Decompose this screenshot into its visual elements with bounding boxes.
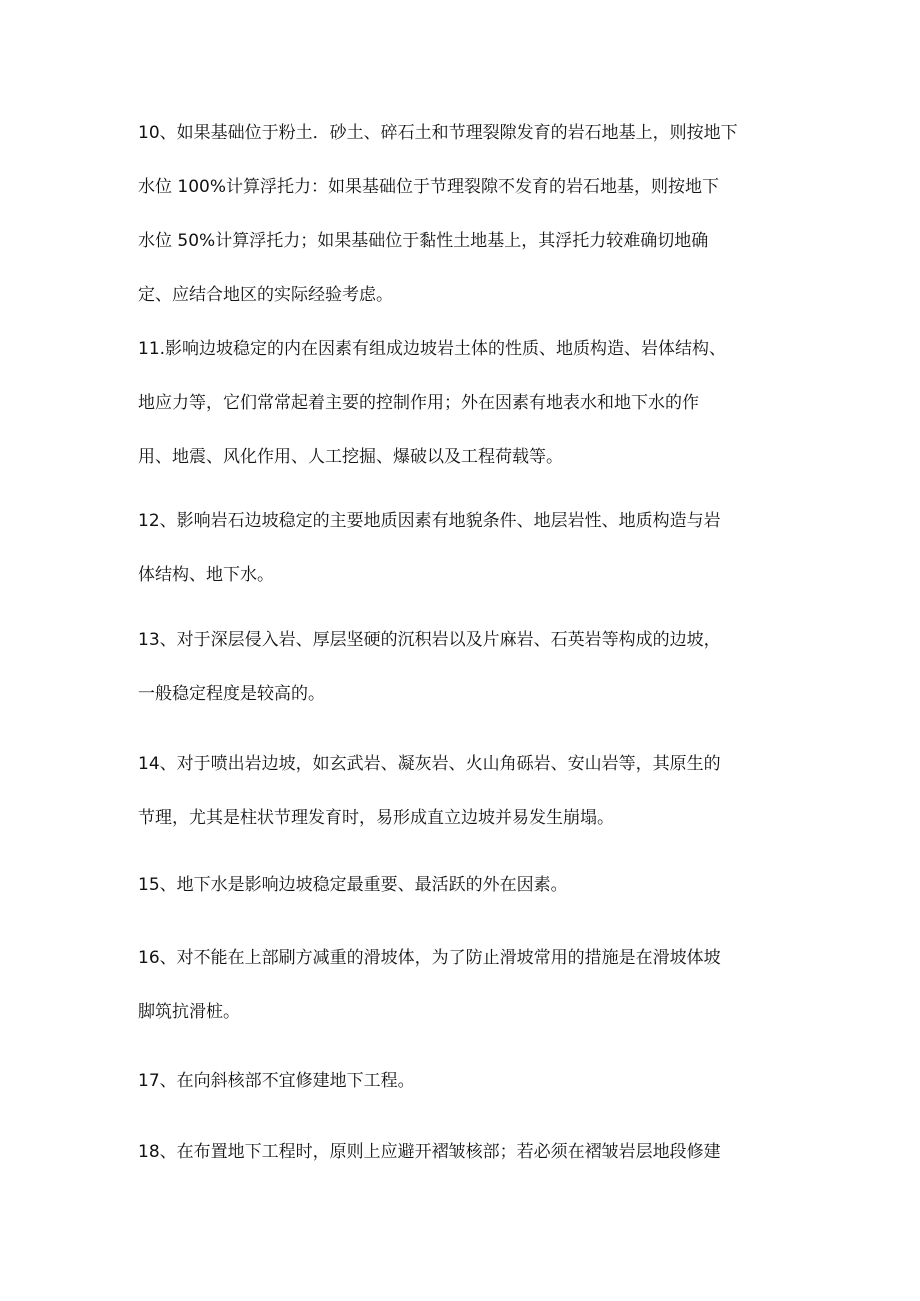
text-line: 一般稳定程度是较高的。 [138, 684, 325, 704]
paragraph-18 [138, 1125, 788, 1179]
text-line: 节理，尤其是柱状节理发育时，易形成直立边坡并易发生崩塌。 [138, 808, 614, 828]
text-line: 水位 100%计算浮托力：如果基础位于节理裂隙不发育的岩石地基，则按地下 [138, 177, 720, 197]
text-line: 15、地下水是影响边坡稳定最重要、最活跃的外在因素。 [138, 875, 568, 895]
text-line: 体结构、地下水。 [138, 565, 274, 585]
text-line: 用、地震、风化作用、人工挖掘、爆破以及工程荷载等。 [138, 447, 563, 467]
paragraph-14 [138, 737, 788, 845]
paragraph-11 [138, 322, 788, 484]
paragraph-13 [138, 613, 788, 721]
text-line: 12、影响岩石边坡稳定的主要地质因素有地貌条件、地层岩性、地质构造与岩 [138, 511, 721, 531]
text-line: 脚筑抗滑桩。 [138, 1002, 240, 1022]
text-line: 17、在向斜核部不宜修建地下工程。 [138, 1071, 415, 1091]
text-line: 16、对不能在上部刷方减重的滑坡体，为了防止滑坡常用的措施是在滑坡体坡 [138, 948, 721, 968]
text-line: 18、在布置地下工程时，原则上应避开褶皱核部；若必须在褶皱岩层地段修建 [138, 1142, 721, 1162]
paragraph-16 [138, 931, 788, 1039]
text-line: 13、对于深层侵入岩、厚层坚硬的沉积岩以及片麻岩、石英岩等构成的边坡， [138, 630, 721, 650]
paragraph-12 [138, 494, 788, 602]
text-line: 定、应结合地区的实际经验考虑。 [138, 285, 393, 305]
text-line: 11.影响边坡稳定的内在因素有组成边坡岩土体的性质、地质构造、岩体结构、 [138, 339, 727, 359]
text-line: 地应力等，它们常常起着主要的控制作用；外在因素有地表水和地下水的作 [138, 393, 699, 413]
text-line: 14、对于喷出岩边坡，如玄武岩、凝灰岩、火山角砾岩、安山岩等，其原生的 [138, 754, 721, 774]
paragraph-10 [138, 106, 788, 322]
text-line: 水位 50%计算浮托力；如果基础位于黏性土地基上，其浮托力较难确切地确 [138, 231, 709, 251]
text-line: 10、如果基础位于粉土．砂土、碎石土和节理裂隙发育的岩石地基上，则按地下 [138, 123, 738, 143]
paragraph-17 [138, 1054, 788, 1108]
paragraph-15 [138, 858, 788, 912]
